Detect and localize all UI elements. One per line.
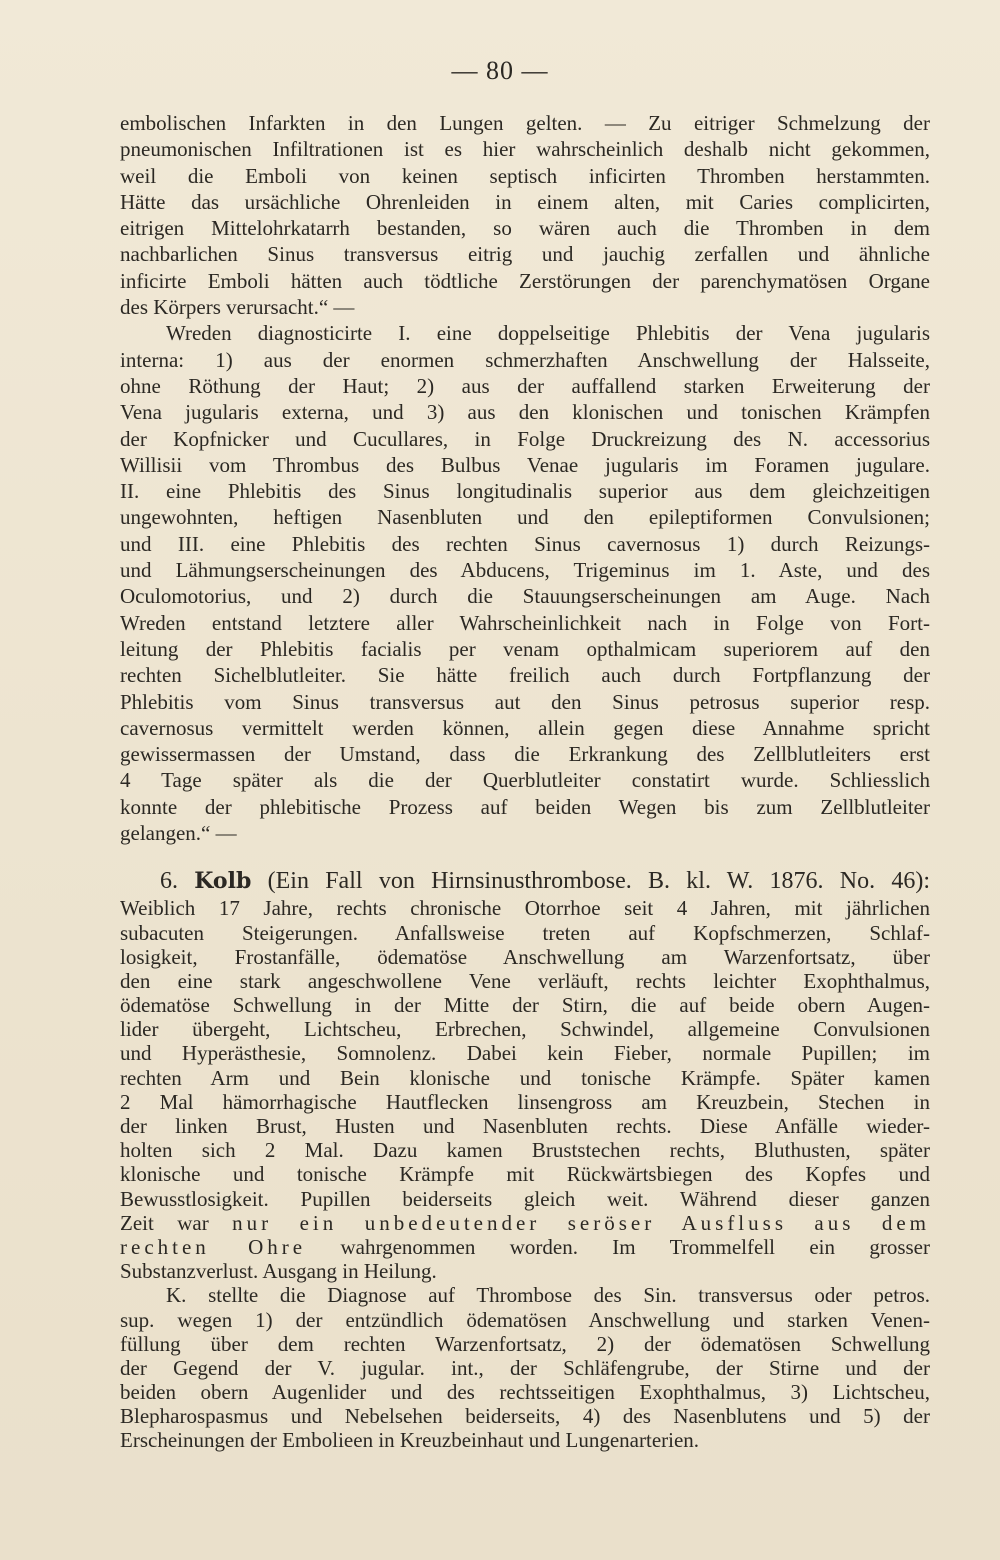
text-line: II. eine Phlebitis des Sinus longitudinalis superior aus dem gleichzeitigen [120,479,930,504]
page-number: — 80 — [451,56,549,85]
paragraph-1 [120,110,930,320]
text-line: rechten Sichelblutleiter. Sie hätte freilich auch durch Fortpflanzung der [120,663,930,688]
text-line: interna: 1) aus der enormen schmerzhaften Anschwellung der Halsseite, [120,347,930,372]
body-text [120,110,930,1453]
text-line: beiden obern Augenlider und des rechtsseitigen Exophthalmus, 3) Lichtscheu, [120,1380,930,1405]
text-line: gewissermassen der Umstand, dass die Erkrankung des Zellblutleiters erst [120,742,930,767]
text-line: weil die Emboli von keinen septisch inficirten Thromben herstammten. [120,163,930,188]
text-line: und Hyperästhesie, Somnolenz. Dabei kein Fieber, normale Pupillen; im [120,1041,930,1066]
text-segment: wahrgenommen worden. Im Trommelfell ein grosser [306,1234,930,1259]
text-line: Willisii vom Thrombus des Bulbus Venae jugularis im Foramen jugulare. [120,452,930,477]
text-line: ödematöse Schwellung in der Mitte der Stirn, die auf beide obern Augen- [120,993,930,1018]
case-heading [120,866,930,896]
text-line: der linken Brust, Husten und Nasenbluten rechts. Diese Anfälle wieder- [120,1114,930,1138]
text-line: embolischen Infarkten in den Lungen gelten. — Zu eitriger Schmelzung der [120,111,930,135]
text-line: Erscheinungen der Embolieen in Kreuzbeinhaut und Lungenarterien. [120,1428,700,1453]
text-line: eitrigen Mittelohrkatarrh bestanden, so wären auch die Thromben in dem [120,216,930,241]
text-line: pneumonischen Infiltrationen ist es hier wahrscheinlich deshalb nicht gekommen, [120,137,930,162]
text-line: konnte der phlebitische Prozess auf beiden Wegen bis zum Zellblutleiter [120,794,930,819]
spaced-emphasis-text: rechten Ohre [120,1234,307,1259]
text-line: Phlebitis vom Sinus transversus aut den Sinus petrosus superior resp. [120,689,930,714]
text-line: der Gegend der V. jugular. int., der Schläfengrube, der Stirne und der [120,1355,930,1380]
case-number: 6. [160,868,178,895]
text-line: Bewusstlosigkeit. Pupillen beiderseits gleich weit. Während dieser ganzen [120,1186,930,1211]
text-line: der Kopfnicker und Cucullares, in Folge Druckreizung des N. accessorius [120,426,930,451]
text-line: subacuten Steigerungen. Anfallsweise treten auf Kopfschmerzen, Schlaf- [120,920,930,945]
case-author: Kolb [194,868,252,895]
text-line: und Lähmungserscheinungen des Abducens, Trigeminus im 1. Aste, und des [120,558,930,583]
text-line: inficirte Emboli hätten auch tödtliche Zerstörungen der parenchymatösen Organe [120,268,930,293]
text-line: gelangen.“ — [120,821,237,846]
text-line: K. stellte die Diagnose auf Thrombose des Sin. transversus oder petros. [166,1283,930,1308]
text-line: leitung der Phlebitis facialis per venam opthalmicam superiorem auf den [120,636,930,661]
text-segment: Zeit war [120,1210,233,1235]
text-line: cavernosus vermittelt werden können, allein gegen diese Annahme spricht [120,715,930,740]
text-line: holten sich 2 Mal. Dazu kamen Bruststechen rechts, Bluthusten, später [120,1138,930,1163]
text-line: losigkeit, Frostanfälle, ödematöse Anschwellung am Warzenfortsatz, über [120,944,930,969]
text-line [120,1211,930,1235]
text-line: des Körpers verursacht.“ — [120,295,355,320]
paragraph-2 [120,320,930,846]
text-line [120,1235,930,1259]
text-line: Wreden diagnosticirte I. eine doppelseitige Phlebitis der Vena jugularis [166,321,930,346]
text-line: ohne Röthung der Haut; 2) aus der auffallend starken Erweiterung der [120,373,930,398]
paragraph-3 [120,896,930,1283]
text-line: klonische und tonische Krämpfe mit Rückwärtsbiegen des Kopfes und [120,1162,930,1187]
text-line: rechten Arm und Bein klonische und tonische Krämpfe. Später kamen [120,1065,930,1090]
text-line: Oculomotorius, und 2) durch die Stauungserscheinungen am Auge. Nach [120,584,930,609]
text-line: den eine stark angeschwollene Vene verläuft, rechts leichter Exophthalmus, [120,968,930,993]
text-line: und III. eine Phlebitis des rechten Sinus cavernosus 1) durch Reizungs- [120,531,930,556]
paragraph-4 [120,1283,930,1452]
text-line: Hätte das ursächliche Ohrenleiden in einem alten, mit Caries complicirten, [120,189,930,214]
text-line: Blepharospasmus und Nebelsehen beiderseits, 4) des Nasenblutens und 5) der [120,1404,930,1429]
case-reference: (Ein Fall von Hirnsinusthrombose. B. kl. W. 1876. No. 46): [267,868,931,895]
text-line: 2 Mal hämorrhagische Hautflecken linsengross am Kreuzbein, Stechen in [120,1089,930,1114]
text-line: ungewohnten, heftigen Nasenbluten und den epileptiformen Convulsionen; [120,505,930,530]
text-line: 4 Tage später als die der Querblutleiter constatirt wurde. Schliesslich [120,768,930,793]
text-line: Vena jugularis externa, und 3) aus den klonischen und tonischen Krämpfen [120,400,930,425]
text-line: lider übergeht, Lichtscheu, Erbrechen, Schwindel, allgemeine Convulsionen [120,1017,930,1042]
text-line: Weiblich 17 Jahre, rechts chronische Otorrhoe seit 4 Jahren, mit jährlichen [120,896,930,921]
spaced-emphasis-text: nur ein unbedeutender seröser Ausfluss aus dem [232,1210,931,1235]
text-line: nachbarlichen Sinus transversus eitrig und jauchig zerfallen und ähnliche [120,242,930,267]
text-line: sup. wegen 1) der entzündlich ödematösen Anschwellung und starken Venen- [120,1307,930,1332]
text-line: füllung über dem rechten Warzenfortsatz, 2) der ödematösen Schwellung [120,1331,930,1356]
text-line: Wreden entstand letztere aller Wahrscheinlichkeit nach in Folge von Fort- [120,610,930,635]
text-line: Substanzverlust. Ausgang in Heilung. [120,1259,437,1284]
section-spacer [120,846,930,866]
